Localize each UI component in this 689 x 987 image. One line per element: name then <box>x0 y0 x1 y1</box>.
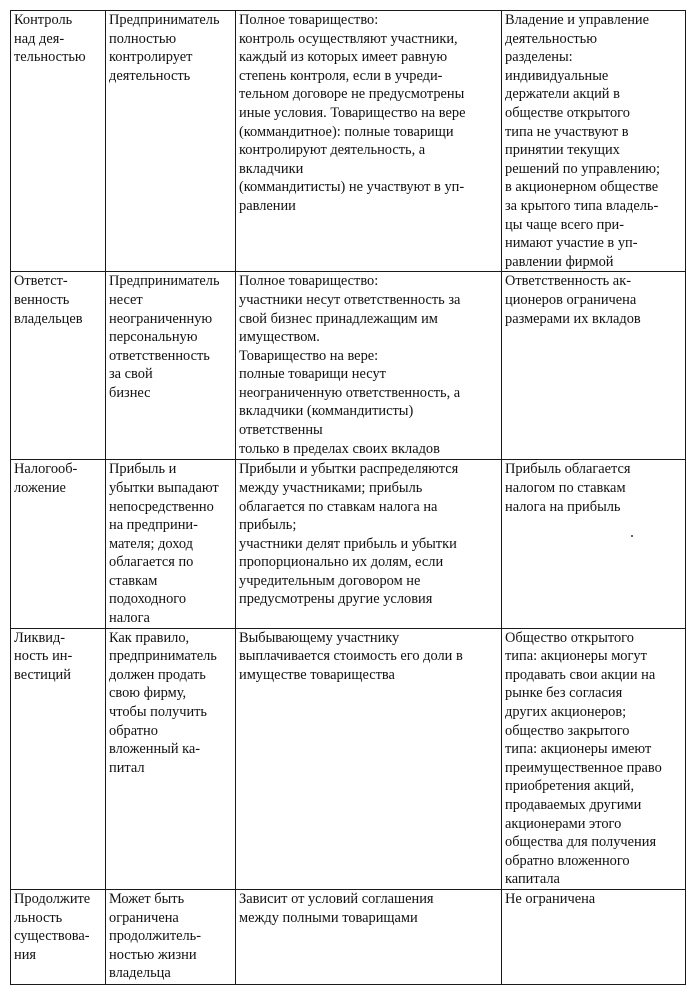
corporation-cell: Не ограничена <box>502 889 686 984</box>
sole-proprietor-cell: Предприниматель полностью контролирует деятельность <box>106 11 236 272</box>
table-row <box>11 460 686 628</box>
table-row <box>11 11 686 272</box>
corporation-cell: Ответственность ак- ционеров ограничена размерами их вкладов <box>502 272 686 460</box>
table-row <box>11 272 686 460</box>
row-label-cell: Продолжите льность существова- ния <box>11 889 106 984</box>
sole-proprietor-cell: Предприниматель несет неограниченную персональную ответственность за свой бизнес <box>106 272 236 460</box>
partnership-cell: Прибыли и убытки распределяются между участниками; прибыль облагается по ставкам налога на прибыль; участники делят прибыль и убытки пропорционально их долям, если учредительным договором не предусмотрены другие условия <box>236 460 502 628</box>
sole-proprietor-cell: Прибыль и убытки выпадают непосредственно на предприни- мателя; доход облагается по ставкам подоходного налога <box>106 460 236 628</box>
scan-speck <box>631 535 633 537</box>
partnership-cell: Зависит от условий соглашения между полными товарищами <box>236 889 502 984</box>
partnership-cell: Полное товарищество: контроль осуществляют участники, каждый из которых имеет равную степень контроля, если в учреди- тельном договоре не предусмотрены иные условия. Товарищество на вере (коммандитное): полные товарищи контролируют деятельность, а вкладчики (коммандитисты) не участвуют в уп- равлении <box>236 11 502 272</box>
comparison-table <box>10 10 686 985</box>
partnership-cell: Полное товарищество: участники несут ответственность за свой бизнес принадлежащим им имуществом. Товарищество на вере: полные товарищи несут неограниченную ответственность, а вкладчики (коммандитисты) ответственны только в пределах своих вкладов <box>236 272 502 460</box>
table-row <box>11 889 686 984</box>
sole-proprietor-cell: Может быть ограничена продолжитель- ностью жизни владельца <box>106 889 236 984</box>
row-label-cell: Ответст- венность владельцев <box>11 272 106 460</box>
sole-proprietor-cell: Как правило, предприниматель должен продать свою фирму, чтобы получить обратно вложенный ка- питал <box>106 628 236 889</box>
row-label-cell: Налогооб- ложение <box>11 460 106 628</box>
corporation-cell: Прибыль облагается налогом по ставкам налога на прибыль <box>502 460 686 628</box>
row-label-cell: Контроль над дея- тельностью <box>11 11 106 272</box>
corporation-cell: Владение и управление деятельностью разделены: индивидуальные держатели акций в обществе открытого типа не участвуют в принятии текущих решений по управлению; в акционерном обществе за крытого типа владель- цы чаще всего при- нимают участие в уп- равлении фирмой <box>502 11 686 272</box>
table-row <box>11 628 686 889</box>
partnership-cell: Выбывающему участнику выплачивается стоимость его доли в имуществе товарищества <box>236 628 502 889</box>
corporation-cell: Общество открытого типа: акционеры могут продавать свои акции на рынке без согласия других акционеров; общество закрытого типа: акционеры имеют преимущественное право приобретения акций, продаваемых другими акционерами этого общества для получения обратно вложенного капитала <box>502 628 686 889</box>
row-label-cell: Ликвид- ность ин- вестиций <box>11 628 106 889</box>
